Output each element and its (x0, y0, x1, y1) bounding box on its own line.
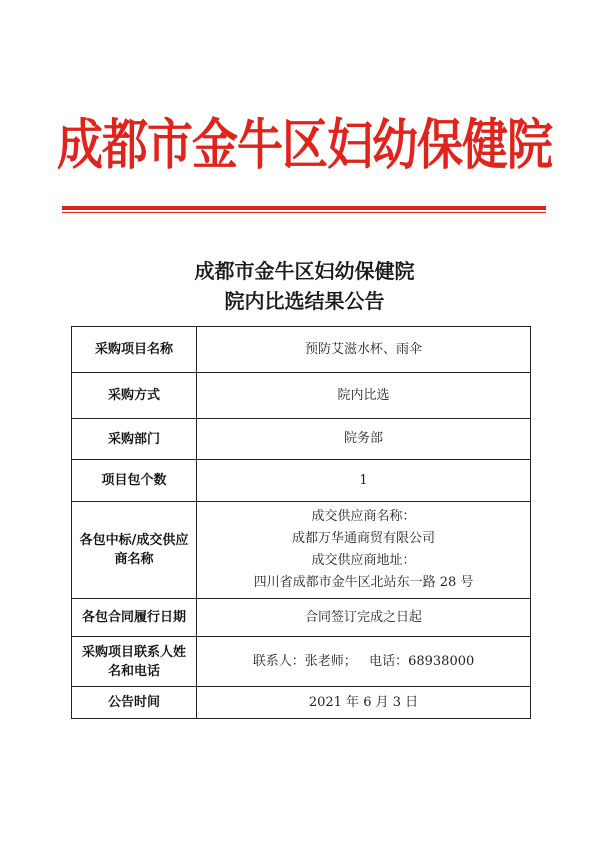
supplier-label-line2: 商名称 (114, 552, 154, 567)
procurement-method-label: 采购方式 (72, 373, 197, 419)
masthead-org-name: 成都市金牛区妇幼保健院 (57, 112, 552, 177)
contract-date-label: 各包合同履行日期 (72, 599, 197, 637)
supplier-name-heading: 成交供应商名称： (311, 509, 416, 524)
contact-label-line2: 名和电话 (107, 663, 160, 679)
notice-title-line2: 院内比选结果公告 (224, 289, 385, 313)
project-name-value: 预防艾滋水杯、雨伞 (197, 327, 531, 373)
table-row (72, 460, 531, 502)
table-row (72, 419, 531, 460)
procurement-dept-label: 采购部门 (72, 419, 197, 460)
table-row (72, 327, 531, 373)
package-count-label: 项目包个数 (72, 460, 197, 502)
supplier-label-line1: 各包中标/成交供应 (79, 533, 189, 548)
notice-title-line1: 成都市金牛区妇幼保健院 (194, 259, 415, 283)
contact-value: 联系人：张老师； 电话：68938000 (197, 637, 531, 687)
announcement-date-label: 公告时间 (72, 687, 197, 719)
package-count-value: 1 (197, 460, 531, 502)
table-row (72, 637, 531, 687)
supplier-name: 成都万华通商贸有限公司 (291, 531, 435, 546)
notice-info-table (71, 326, 531, 719)
supplier-address: 四川省成都市金牛区北站东一路 28 号 (253, 575, 474, 590)
procurement-method-value: 院内比选 (197, 373, 531, 419)
contact-label (72, 637, 197, 687)
project-name-label: 采购项目名称 (72, 327, 197, 373)
table-row (72, 599, 531, 637)
supplier-value (197, 502, 531, 599)
table-row (72, 687, 531, 719)
contract-date-value: 合同签订完成之日起 (197, 599, 531, 637)
procurement-dept-value: 院务部 (197, 419, 531, 460)
supplier-label (72, 502, 197, 599)
masthead-divider-thick (62, 206, 546, 210)
announcement-date-value: 2021 年 6 月 3 日 (197, 687, 531, 719)
masthead-divider-thin (62, 212, 546, 213)
table-row (72, 502, 531, 599)
contact-label-line1: 采购项目联系人姓 (81, 644, 186, 660)
table-row (72, 373, 531, 419)
supplier-address-heading: 成交供应商地址： (311, 553, 416, 568)
